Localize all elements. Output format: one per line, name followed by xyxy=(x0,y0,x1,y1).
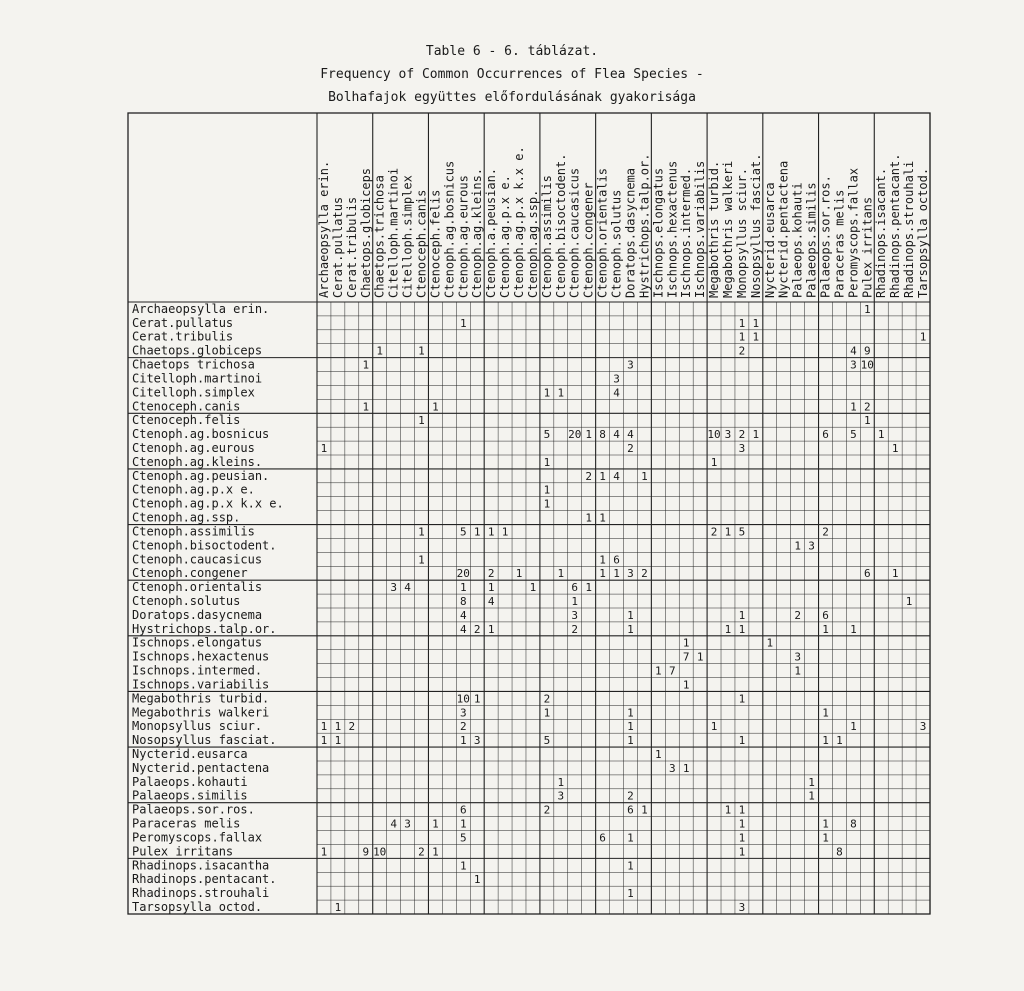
cell-value: 1 xyxy=(682,761,690,775)
cell-value: 1 xyxy=(738,608,746,622)
column-header: Citelloph.martinoi xyxy=(386,167,401,298)
cell-value: 4 xyxy=(459,622,467,636)
row-header: Rhadinops.pentacant. xyxy=(132,872,277,887)
column-header: Chaetops.globiceps xyxy=(358,167,373,298)
cell-value: 3 xyxy=(459,706,467,720)
column-header: Doratops.dasycnema xyxy=(623,167,638,298)
column-header: Paraceras melis xyxy=(832,189,847,298)
cell-value: 3 xyxy=(738,901,746,914)
cell-value: 1 xyxy=(863,302,871,316)
cell-value: 2 xyxy=(473,622,481,636)
cell-value: 1 xyxy=(418,344,425,358)
cell-value: 1 xyxy=(850,400,857,414)
cell-value: 3 xyxy=(668,761,676,775)
cell-value: 1 xyxy=(418,414,425,428)
cell-value: 1 xyxy=(585,511,592,525)
cell-value: 20 xyxy=(568,428,582,442)
cell-value: 5 xyxy=(850,428,857,442)
cell-value: 1 xyxy=(627,622,634,636)
cell-value: 1 xyxy=(459,817,467,831)
row-header: Ctenoph.ag.p.x k.x e. xyxy=(132,496,284,511)
cell-value: 1 xyxy=(822,817,829,831)
row-header: Megabothris turbid. xyxy=(132,691,270,706)
column-header: Ischnops.hexactenus xyxy=(665,160,680,298)
cell-value: 1 xyxy=(766,636,774,650)
cell-value: 1 xyxy=(822,831,829,845)
cell-value: 1 xyxy=(696,650,704,664)
cell-value: 1 xyxy=(557,567,565,581)
cell-value: 6 xyxy=(863,567,871,581)
column-header: Ctenoph.ag.p.x k.x e. xyxy=(512,146,527,298)
cell-value: 1 xyxy=(334,901,342,914)
cell-value: 1 xyxy=(682,678,690,692)
row-header: Rhadinops.strouhali xyxy=(132,886,270,901)
cell-value: 1 xyxy=(752,428,760,442)
cell-value: 1 xyxy=(334,734,342,748)
cell-value: 4 xyxy=(850,344,857,358)
row-header: Megabothris walkeri xyxy=(132,705,270,720)
cell-value: 1 xyxy=(432,400,439,414)
cell-value: 1 xyxy=(808,775,815,789)
cell-value: 1 xyxy=(627,887,634,901)
row-header: Ischnops.elongatus xyxy=(132,635,263,650)
row-header: Pulex irritans xyxy=(132,844,234,859)
cell-value: 1 xyxy=(724,622,732,636)
cell-value: 1 xyxy=(487,525,495,539)
row-header: Cerat.tribulis xyxy=(132,329,234,344)
cell-value: 7 xyxy=(682,650,690,664)
row-header: Ctenoph.ag.ssp. xyxy=(132,510,241,525)
column-header: Ctenoceph.canis xyxy=(414,189,429,298)
row-header: Nycterid.pentactena xyxy=(132,760,270,775)
cell-value: 1 xyxy=(891,442,899,455)
cell-value: 6 xyxy=(599,831,606,845)
row-header: Palaeops.similis xyxy=(132,788,248,803)
cell-value: 10 xyxy=(373,845,387,859)
row-header: Ctenoph.ag.p.x e. xyxy=(132,482,255,497)
column-header: Palaeops.kohauti xyxy=(790,182,805,298)
column-header: Nycterid.eusarca xyxy=(762,182,777,298)
cell-value: 1 xyxy=(738,622,746,636)
cell-value: 1 xyxy=(641,469,648,483)
row-header: Citelloph.martinoi xyxy=(132,371,263,386)
cell-value: 1 xyxy=(473,692,481,706)
cell-value: 1 xyxy=(473,525,481,539)
column-header: Ctenoph.assimilis xyxy=(539,175,554,298)
row-header: Ischnops.intermed. xyxy=(132,663,263,678)
column-header: Ctenoph.caucasicus xyxy=(567,167,582,298)
cell-value: 6 xyxy=(627,803,634,817)
cell-value: 1 xyxy=(599,469,606,483)
cell-value: 1 xyxy=(613,567,620,581)
cell-value: 2 xyxy=(794,608,801,622)
column-header: Ctenoph.ag.kleins. xyxy=(470,167,485,298)
cell-value: 9 xyxy=(362,845,370,859)
cell-value: 1 xyxy=(863,414,871,428)
column-header: Ctenoph.congener xyxy=(581,182,596,298)
row-header: Ctenoph.congener xyxy=(132,566,248,581)
column-header: Megabothris walkeri xyxy=(720,160,735,298)
cell-value: 1 xyxy=(724,803,732,817)
cell-value: 2 xyxy=(710,525,718,539)
cell-value: 3 xyxy=(571,608,579,622)
column-header: Archaeopsylla erin. xyxy=(316,160,331,298)
cell-value: 1 xyxy=(891,567,899,581)
cell-value: 1 xyxy=(473,873,481,887)
cell-value: 1 xyxy=(738,831,746,845)
column-header: Ischnops.elongatus xyxy=(651,167,666,298)
row-header: Ctenoph.ag.eurous xyxy=(132,441,255,455)
column-header: Palaeops.similis xyxy=(804,182,819,298)
column-header: Rhadinops.strouhali xyxy=(902,160,917,298)
cell-value: 10 xyxy=(860,358,874,372)
column-header: Megabothris turbid. xyxy=(707,160,722,298)
cell-value: 4 xyxy=(459,608,467,622)
cell-value: 1 xyxy=(543,455,551,469)
row-header: Chaetops trichosa xyxy=(132,357,255,372)
cell-value: 8 xyxy=(836,845,843,859)
column-header: Nycterid.pentactena xyxy=(776,160,791,298)
cell-value: 1 xyxy=(529,581,537,595)
row-header: Doratops.dasycnema xyxy=(132,607,263,622)
cell-value: 1 xyxy=(515,567,523,581)
row-header: Ischnops.hexactenus xyxy=(132,649,270,664)
column-header: Ischnops.intermed. xyxy=(679,167,694,298)
cell-value: 9 xyxy=(863,344,871,358)
row-header: Chaetops.globiceps xyxy=(132,343,263,358)
cell-value: 2 xyxy=(543,692,551,706)
cell-value: 1 xyxy=(543,386,551,400)
column-header: Ctenoph.solutus xyxy=(609,189,624,298)
cell-value: 1 xyxy=(627,831,634,845)
cell-value: 4 xyxy=(487,595,495,608)
cell-value: 1 xyxy=(557,775,565,789)
cell-value: 1 xyxy=(418,553,425,567)
cell-value: 3 xyxy=(404,817,411,831)
cell-value: 2 xyxy=(418,845,425,859)
cell-value: 1 xyxy=(752,316,760,330)
cell-value: 3 xyxy=(390,581,397,595)
cell-value: 1 xyxy=(724,525,732,539)
cell-value: 1 xyxy=(320,720,328,734)
row-header: Ctenoceph.canis xyxy=(132,399,241,414)
row-header: Rhadinops.isacantha xyxy=(132,858,270,873)
cell-value: 3 xyxy=(627,358,634,372)
cell-value: 8 xyxy=(599,428,606,442)
cell-value: 1 xyxy=(571,595,579,608)
cell-value: 1 xyxy=(362,400,370,414)
row-header: Ctenoph.orientalis xyxy=(132,580,263,595)
cell-value: 2 xyxy=(627,442,634,455)
cell-value: 1 xyxy=(738,330,746,344)
cell-value: 2 xyxy=(863,400,871,414)
cell-value: 3 xyxy=(613,372,620,386)
cell-value: 1 xyxy=(487,622,495,636)
cell-value: 5 xyxy=(543,428,551,442)
cell-value: 1 xyxy=(738,692,746,706)
cell-value: 8 xyxy=(850,817,857,831)
cell-value: 1 xyxy=(738,845,746,859)
column-header: Citelloph.simplex xyxy=(400,175,415,298)
cell-value: 1 xyxy=(418,525,425,539)
cell-value: 8 xyxy=(459,595,467,608)
row-header: Nycterid.eusarca xyxy=(132,747,248,761)
cell-value: 1 xyxy=(320,734,328,748)
cell-value: 1 xyxy=(585,581,592,595)
column-header: Ctenoph.a.peusian. xyxy=(484,167,499,298)
cell-value: 3 xyxy=(724,428,732,442)
column-header: Palaeops.sor.ros. xyxy=(818,175,833,298)
column-header: Ischnops.variabilis xyxy=(693,160,708,298)
cell-value: 1 xyxy=(362,358,370,372)
table-subtitle-english: Frequency of Common Occurrences of Flea Species - xyxy=(320,67,704,82)
column-header: Hystrichops.talp.or. xyxy=(637,153,652,298)
cell-value: 2 xyxy=(585,469,592,483)
cell-value: 1 xyxy=(320,845,328,859)
column-header: Ctenoph.ag.eurous xyxy=(456,175,471,298)
cell-value: 1 xyxy=(710,720,718,734)
row-header: Ctenoph.assimilis xyxy=(132,524,255,539)
cell-value: 1 xyxy=(459,581,467,595)
row-header: Ctenoph.solutus xyxy=(132,594,241,608)
cell-value: 1 xyxy=(794,539,801,553)
column-header: Nosopsyllus fasciat. xyxy=(748,153,763,298)
cell-value: 5 xyxy=(738,525,746,539)
column-header: Ctenoph.orientalis xyxy=(595,167,610,298)
column-header: Rhadinops.isacant. xyxy=(874,167,889,298)
cell-value: 3 xyxy=(738,442,746,455)
cell-value: 2 xyxy=(459,720,467,734)
cell-value: 1 xyxy=(850,622,857,636)
cell-value: 2 xyxy=(571,622,579,636)
cell-value: 1 xyxy=(877,428,885,442)
cell-value: 7 xyxy=(668,664,676,678)
cell-value: 1 xyxy=(599,553,606,567)
cell-value: 5 xyxy=(543,734,551,748)
cell-value: 1 xyxy=(543,483,551,497)
cell-value: 1 xyxy=(627,608,634,622)
cell-value: 2 xyxy=(641,567,648,581)
row-header: Ischnops.variabilis xyxy=(132,677,270,692)
row-header: Palaeops.sor.ros. xyxy=(132,802,255,817)
row-header: Peromyscops.fallax xyxy=(132,830,263,845)
row-header: Nosopsyllus fasciat. xyxy=(132,733,277,748)
cell-value: 3 xyxy=(627,567,634,581)
cell-value: 1 xyxy=(585,428,592,442)
cell-value: 5 xyxy=(459,525,467,539)
cell-value: 2 xyxy=(822,525,829,539)
row-header: Ctenoph.bisoctodent. xyxy=(132,538,277,553)
row-header: Cerat.pullatus xyxy=(132,315,234,330)
cell-value: 1 xyxy=(599,511,606,525)
cell-value: 1 xyxy=(641,803,648,817)
cell-value: 1 xyxy=(501,525,509,539)
cell-value: 1 xyxy=(334,720,342,734)
cell-value: 1 xyxy=(822,734,829,748)
cell-value: 3 xyxy=(850,358,857,372)
row-header: Monopsyllus sciur. xyxy=(132,719,263,734)
row-header: Ctenoph.caucasicus xyxy=(132,552,263,567)
cell-value: 1 xyxy=(808,789,815,803)
cell-value: 2 xyxy=(543,803,551,817)
cell-value: 1 xyxy=(432,817,439,831)
cell-value: 1 xyxy=(836,734,843,748)
cell-value: 6 xyxy=(613,553,620,567)
cell-value: 2 xyxy=(348,720,356,734)
cell-value: 2 xyxy=(738,428,746,442)
cell-value: 1 xyxy=(752,330,760,344)
row-header: Ctenoph.ag.bosnicus xyxy=(132,427,270,442)
cell-value: 4 xyxy=(390,817,397,831)
cell-value: 1 xyxy=(432,845,439,859)
cell-value: 1 xyxy=(738,734,746,748)
column-header: Ctenoph.ag.ssp. xyxy=(525,189,540,298)
row-header: Ctenoph.ag.peusian. xyxy=(132,468,270,483)
cell-value: 4 xyxy=(613,469,620,483)
cell-value: 1 xyxy=(655,748,662,761)
row-header: Citelloph.simplex xyxy=(132,385,255,400)
column-header: Ctenoph.ag.p.x e. xyxy=(498,175,513,298)
cell-value: 1 xyxy=(599,567,606,581)
cell-value: 1 xyxy=(738,316,746,330)
column-header: Chaetops.trichosa xyxy=(372,175,387,298)
cell-value: 1 xyxy=(905,595,913,608)
column-header: Cerat.pullatus xyxy=(330,196,345,298)
column-header: Monopsyllus sciur. xyxy=(734,167,749,298)
row-header: Palaeops.kohauti xyxy=(132,774,248,789)
cell-value: 1 xyxy=(627,720,634,734)
cell-value: 2 xyxy=(627,789,634,803)
cell-value: 1 xyxy=(738,817,746,831)
cell-value: 1 xyxy=(543,706,551,720)
cell-value: 10 xyxy=(456,692,470,706)
cell-value: 1 xyxy=(738,803,746,817)
column-header: Peromyscops.fallax xyxy=(846,167,861,298)
cell-value: 10 xyxy=(707,428,721,442)
row-header: Hystrichops.talp.or. xyxy=(132,621,277,636)
cell-value: 1 xyxy=(459,316,467,330)
cell-value: 4 xyxy=(613,428,620,442)
cell-value: 1 xyxy=(627,706,634,720)
cell-value: 1 xyxy=(557,386,565,400)
column-header: Ctenoceph.felis xyxy=(428,189,443,298)
column-header: Tarsopsylla octod. xyxy=(916,167,931,298)
cell-value: 1 xyxy=(822,622,829,636)
cell-value: 3 xyxy=(794,650,801,664)
cell-value: 3 xyxy=(919,720,927,734)
cell-value: 3 xyxy=(473,734,481,748)
cell-value: 6 xyxy=(822,428,829,442)
cell-value: 1 xyxy=(376,344,384,358)
cell-value: 2 xyxy=(738,344,746,358)
cell-value: 1 xyxy=(320,442,328,455)
cell-value: 3 xyxy=(557,789,565,803)
cell-value: 6 xyxy=(459,803,467,817)
cell-value: 1 xyxy=(919,330,927,344)
row-header: Ctenoph.ag.kleins. xyxy=(132,454,263,469)
cell-value: 1 xyxy=(682,636,690,650)
cell-value: 3 xyxy=(808,539,815,553)
table-title: Table 6 - 6. táblázat. xyxy=(425,44,599,59)
cell-value: 5 xyxy=(459,831,467,845)
cell-value: 1 xyxy=(710,455,718,469)
cell-value: 1 xyxy=(655,664,662,678)
cell-value: 1 xyxy=(459,734,467,748)
cell-value: 4 xyxy=(613,386,620,400)
cell-value: 1 xyxy=(543,497,551,511)
column-header: Pulex irritans xyxy=(860,196,875,298)
table-subtitle-hungarian: Bolhafajok együttes előfordulásának gyakorisága xyxy=(328,90,696,105)
row-header: Tarsopsylla octod. xyxy=(132,900,263,914)
column-header: Ctenoph.bisoctodent. xyxy=(553,153,568,298)
cell-value: 20 xyxy=(456,567,470,581)
column-header: Cerat.tribulis xyxy=(344,196,359,298)
row-header: Ctenoceph.felis xyxy=(132,413,241,428)
cell-value: 1 xyxy=(627,859,634,873)
row-header: Archaeopsylla erin. xyxy=(132,301,270,316)
column-header: Ctenoph.ag.bosnicus xyxy=(442,160,457,298)
cell-value: 4 xyxy=(627,428,634,442)
row-header: Paraceras melis xyxy=(132,816,241,831)
cell-value: 1 xyxy=(794,664,801,678)
cell-value: 6 xyxy=(822,608,829,622)
cell-value: 1 xyxy=(459,859,467,873)
cell-value: 1 xyxy=(822,706,829,720)
cell-value: 4 xyxy=(404,581,411,595)
cell-value: 1 xyxy=(850,720,857,734)
column-header: Rhadinops.pentacant. xyxy=(888,153,903,298)
cell-value: 1 xyxy=(627,734,634,748)
cell-value: 1 xyxy=(487,581,495,595)
cell-value: 6 xyxy=(571,581,579,595)
cell-value: 2 xyxy=(487,567,495,581)
